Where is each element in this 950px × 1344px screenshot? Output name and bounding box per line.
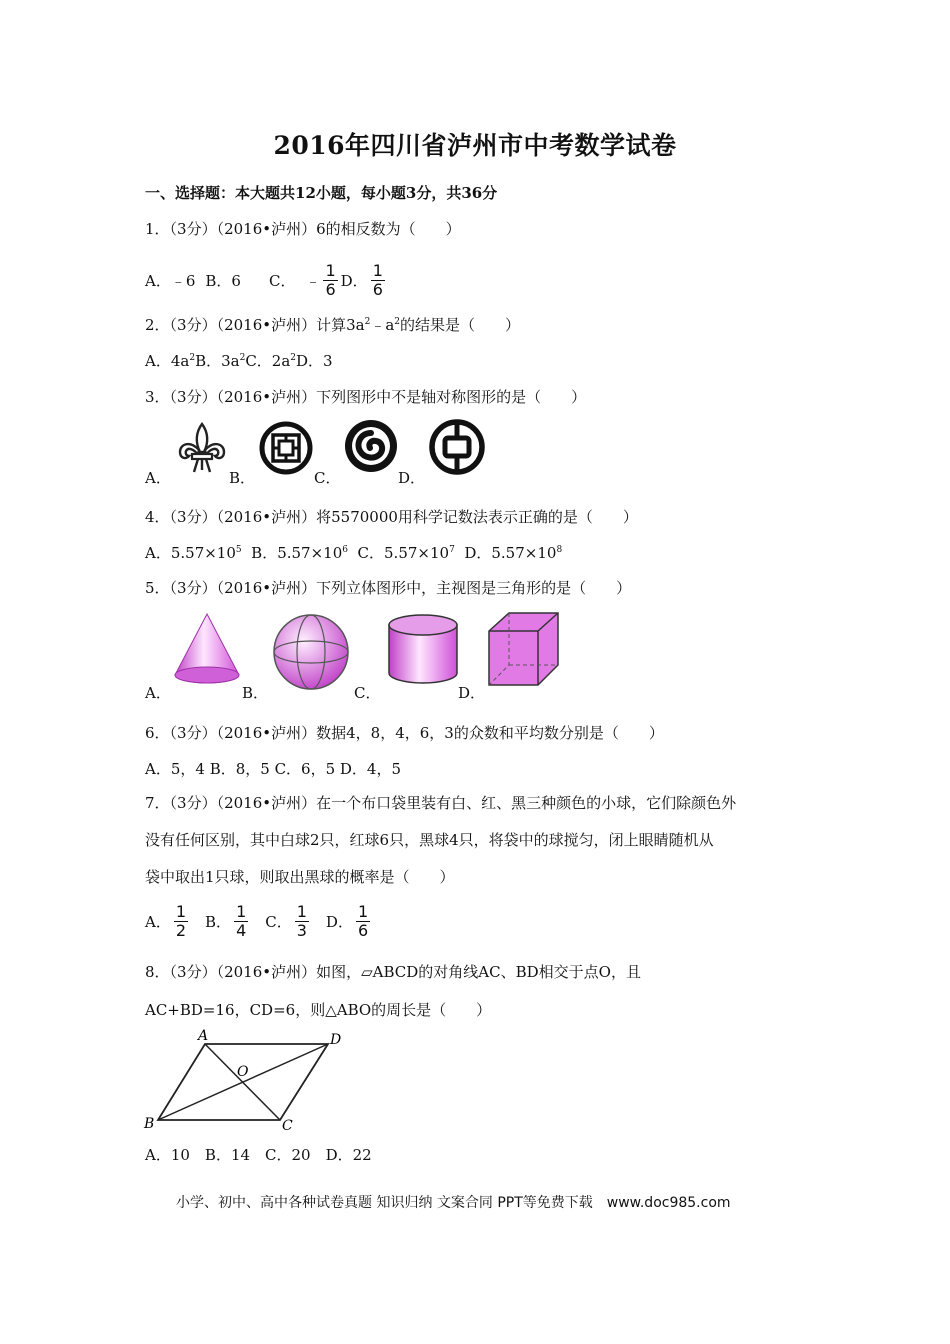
q2-a-exp: 2: [189, 353, 196, 363]
q2-exp1: 2: [364, 317, 371, 327]
footer-ad-text: 小学、初中、高中各种试卷真题 知识归纳 文案合同 PPT等免费下载 www.doc985.com: [176, 1195, 731, 1211]
bank-of-china-logo-icon: [428, 418, 486, 476]
q1-c-denominator: 6: [325, 280, 336, 299]
cube-solid: [489, 613, 558, 685]
q7-a-numerator: 1: [175, 902, 187, 921]
q5-option-b: B．: [242, 684, 269, 702]
question-3-stem: 3．（3分）（2016•泸州）下列图形中不是轴对称图形的是（ ）: [145, 388, 587, 406]
parallelogram-diagram: [140, 1026, 350, 1132]
q1-c-numerator: 1: [325, 261, 336, 280]
q7-b-denominator: 4: [236, 921, 247, 940]
question-7-line-3: 袋中取出1只球，则取出黑球的概率是（ ）: [145, 868, 455, 886]
q2-option-b: B．3a: [195, 352, 240, 370]
q2-stem-part1: 2．（3分）（2016•泸州）计算3a: [145, 316, 365, 334]
q1-d-denominator: 6: [372, 280, 383, 299]
q7-b-numerator: 1: [236, 902, 247, 921]
page-title: 2016年四川省泸州市中考数学试卷: [273, 131, 677, 160]
q1-c-sign: ﹣: [305, 272, 321, 290]
question-4-options: [145, 542, 562, 563]
q7-d-denominator: 6: [357, 921, 369, 940]
q5-option-a: A．: [145, 684, 171, 702]
q2-stem-part2: ﹣a: [370, 316, 395, 334]
q5-option-d: D．: [458, 684, 486, 702]
q7-c-numerator: 1: [296, 902, 307, 921]
cone-solid: [175, 614, 239, 683]
question-2-stem: [145, 314, 520, 335]
q3-option-b: B．: [229, 469, 256, 487]
q1-option-d: D．: [340, 272, 368, 290]
center-label-o: O: [237, 1064, 249, 1080]
q4-option-a: A．5.57×10: [145, 544, 236, 562]
question-7-options: [145, 903, 373, 940]
question-7-line-2: 没有任何区别，其中白球2只，红球6只，黑球4只，将袋中的球搅匀，闭上眼睛随机从: [145, 831, 714, 849]
q4-a-exp: 5: [235, 545, 242, 555]
question-5-stem: 5．（3分）（2016•泸州）下列立体图形中，主视图是三角形的是（ ）: [145, 579, 632, 597]
q7-b-fraction: [234, 903, 248, 940]
q3-option-d: D．: [398, 469, 426, 487]
cylinder-solid: [389, 615, 457, 683]
q7-a-denominator: 2: [175, 921, 187, 940]
q2-exp2: 2: [394, 317, 401, 327]
q1-d-numerator: 1: [372, 261, 383, 280]
q7-option-a: A．: [145, 913, 171, 931]
vertex-label-a: A: [198, 1028, 209, 1044]
q2-option-d: D．3: [296, 352, 333, 370]
q7-option-c: C．: [265, 913, 292, 931]
diagonal-bd: [158, 1044, 328, 1120]
q3-option-a: A．: [145, 469, 171, 487]
question-6-stem: 6．（3分）（2016•泸州）数据4，8，4，6，3的众数和平均数分别是（ ）: [145, 724, 664, 742]
sphere-solid: [274, 615, 348, 689]
question-4-stem: 4．（3分）（2016•泸州）将5570000用科学记数法表示正确的是（ ）: [145, 508, 638, 526]
q4-c-exp: 7: [449, 545, 455, 555]
q4-option-b: B．5.57×10: [251, 544, 343, 562]
question-2-options: [145, 350, 333, 371]
q7-option-b: B．: [205, 913, 232, 931]
question-8-options: A．10 B．14 C．20 D．22: [145, 1146, 372, 1164]
q7-c-fraction: [295, 903, 309, 940]
question-1-stem: 1．（3分）（2016•泸州）6的相反数为（ ）: [145, 220, 461, 238]
bank-logo-square-coin-icon: [258, 420, 314, 476]
q2-option-c: C．2a: [245, 352, 291, 370]
question-6-options: A．5，4 B．8，5 C．6，5 D．4，5: [145, 760, 402, 778]
q7-a-fraction: [174, 903, 188, 940]
question-1-options: [145, 262, 388, 299]
vertex-label-b: B: [144, 1116, 155, 1132]
q7-d-numerator: 1: [357, 902, 369, 921]
vertex-label-d: D: [330, 1032, 342, 1048]
q1-c-fraction: [323, 262, 337, 299]
question-7-line-1: 7．（3分）（2016•泸州）在一个布口袋里装有白、红、黑三种颜色的小球，它们除颜色外: [145, 794, 737, 812]
q4-d-exp: 8: [556, 545, 563, 555]
section-header: 一、选择题：本大题共12小题，每小题3分，共36分: [145, 184, 498, 202]
q2-option-a: A．4a: [145, 352, 190, 370]
q4-option-c: C．5.57×10: [357, 544, 450, 562]
q7-option-d: D．: [325, 913, 353, 931]
q1-option-b: B．6: [205, 272, 241, 290]
question-8-line-1: 8．（3分）（2016•泸州）如图，▱ABCD的对角线AC、BD相交于点O，且: [145, 963, 641, 981]
vertex-label-c: C: [282, 1118, 293, 1132]
q1-d-fraction: [371, 262, 385, 299]
q1-option-c: C．: [268, 272, 296, 290]
q7-c-denominator: 3: [296, 921, 307, 940]
q2-b-exp: 2: [239, 353, 246, 363]
q4-option-d: D．5.57×10: [464, 544, 557, 562]
q2-c-exp: 2: [290, 353, 297, 363]
q7-d-fraction: [356, 903, 370, 940]
q4-b-exp: 6: [342, 545, 348, 555]
fleur-de-lis-icon: [172, 420, 232, 478]
question-8-line-2: AC+BD=16，CD=6，则△ABO的周长是（ ）: [145, 1001, 492, 1019]
q3-option-c: C．: [314, 469, 341, 487]
spiral-logo-icon: [340, 416, 402, 476]
q1-option-a: A．﹣6: [145, 272, 196, 290]
q5-option-c: C．: [354, 684, 381, 702]
q2-stem-part3: 的结果是（ ）: [400, 316, 521, 334]
